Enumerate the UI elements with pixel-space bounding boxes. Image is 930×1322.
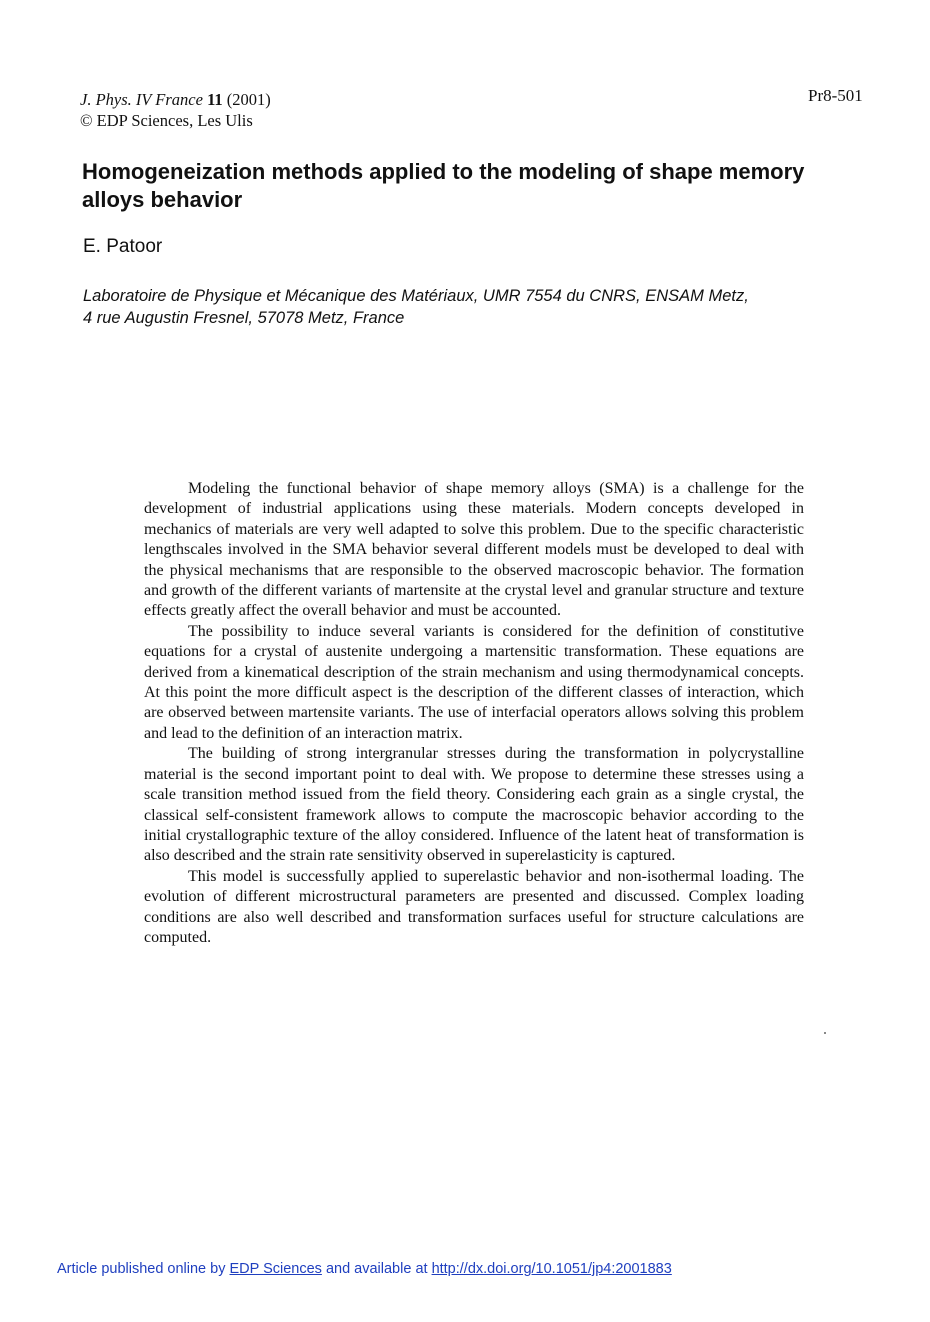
- footer-prefix: Article published online by: [57, 1261, 226, 1277]
- scan-speck: [824, 1032, 826, 1034]
- footer-middle: and available at: [325, 1261, 428, 1277]
- affiliation-line: Laboratoire de Physique et Mécanique des Matériaux, UMR 7554 du CNRS, ENSAM Metz,: [83, 287, 749, 305]
- publication-footer: [57, 1261, 672, 1277]
- journal-name: J. Phys. IV France: [80, 90, 203, 109]
- journal-header: [80, 89, 271, 131]
- journal-year: (2001): [226, 90, 271, 109]
- abstract-paragraph: Modeling the functional behavior of shape memory alloys (SMA) is a challenge for the development of industrial applications using these materials. Modern concepts developed in mechanics of materials are very well adapted to solve this problem. Due to the specific characteristic lengthscales involved in the SMA behavior several different models must be developed to deal with the physical mechanisms that are responsible to the observed macroscopic behavior. The formation and growth of the different variants of martensite at the crystal level and granular structure and texture effects greatly affect the overall behavior and must be accounted.: [144, 480, 804, 620]
- author-name: E. Patoor: [83, 236, 163, 257]
- journal-citation: [80, 89, 271, 110]
- publisher-line: © EDP Sciences, Les Ulis: [80, 111, 253, 130]
- page-number: Pr8-501: [808, 86, 863, 105]
- doi-link[interactable]: http://dx.doi.org/10.1051/jp4:2001883: [431, 1261, 672, 1277]
- abstract: [144, 479, 804, 948]
- journal-volume: 11: [207, 90, 223, 109]
- publisher-link[interactable]: EDP Sciences: [229, 1261, 322, 1277]
- affiliation: [83, 285, 853, 329]
- abstract-paragraph: This model is successfully applied to superelastic behavior and non-isothermal loading. The evolution of different microstructural parameters are presented and discussed. Complex loading conditions are also well described and transformation surfaces useful for structure calculations are computed.: [144, 867, 804, 946]
- abstract-paragraph: The possibility to induce several variants is considered for the definition of constitutive equations for a crystal of austenite undergoing a martensitic transformation. These equations are derived from a kinematical description of the strain mechanism and using thermodynamical concepts. At this point the more difficult aspect is the description of the different classes of interaction, which are observed between martensite variants. The use of interfacial operators allows solving this problem and lead to the definition of an interaction matrix.: [144, 622, 804, 742]
- abstract-paragraph: The building of strong intergranular stresses during the transformation in polycrystalline material is the second important point to deal with. We propose to determine these stresses using a scale transition method issued from the field theory. Considering each grain as a single crystal, the classical self-consistent framework allows to compute the macroscopic behavior according to the initial crystallographic texture of the alloy considered. Influence of the latent heat of transformation is also described and the strain rate sensitivity observed in superelasticity is captured.: [144, 745, 804, 865]
- affiliation-line: 4 rue Augustin Fresnel, 57078 Metz, France: [83, 309, 405, 327]
- article-title: Homogeneization methods applied to the modeling of shape memory alloys behavior: [82, 159, 805, 212]
